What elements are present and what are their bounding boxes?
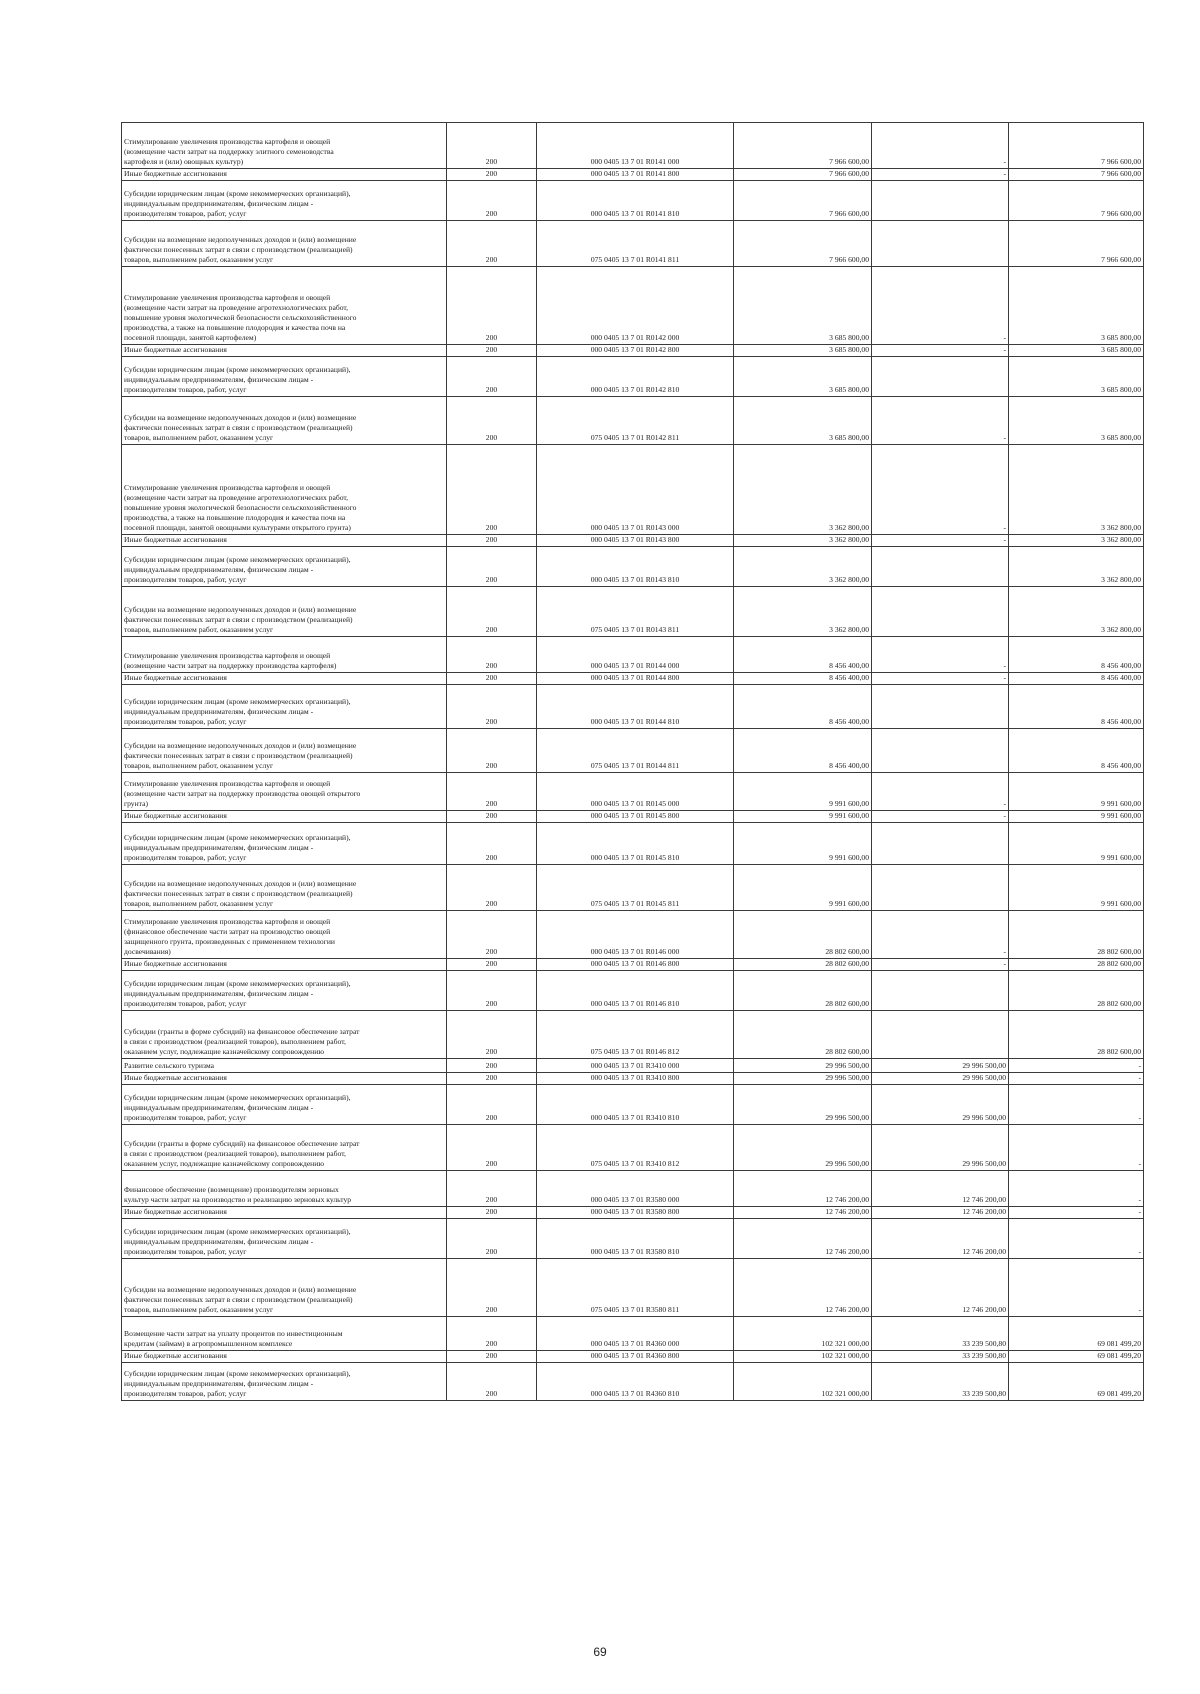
cell-total: 28 802 600,00 — [1009, 971, 1144, 1011]
budget-table-sheet — [121, 122, 1143, 1401]
cell-classification-code: 000 0405 13 7 01 R3410 000 — [537, 1059, 734, 1073]
cell-amount: 102 321 000,00 — [734, 1317, 872, 1351]
cell-dash: - — [1003, 799, 1006, 808]
cell-amount: 29 996 500,00 — [734, 1085, 872, 1125]
cell-amount-executed: 12 746 200,00 — [872, 1171, 1009, 1207]
cell-amount: 8 456 400,00 — [734, 637, 872, 673]
cell-amount-executed — [872, 811, 1009, 823]
cell-classification-code: 000 0405 13 7 01 R0143 800 — [537, 535, 734, 547]
cell-amount: 29 996 500,00 — [734, 1059, 872, 1073]
cell-name: Субсидии на возмещение недополученных доходов и (или) возмещение фактически понесенных затрат в связи с производством (реализацией) товаров, выполнением работ, оказанием услуг — [122, 729, 447, 773]
cell-classification-code: 000 0405 13 7 01 R0144 000 — [537, 637, 734, 673]
table-row — [122, 1363, 1144, 1401]
cell-admin-code: 200 — [447, 673, 537, 685]
cell-admin-code: 200 — [447, 1085, 537, 1125]
table-row — [122, 267, 1144, 345]
cell-total: 9 991 600,00 — [1009, 773, 1144, 811]
table-row — [122, 673, 1144, 685]
cell-total: 9 991 600,00 — [1009, 811, 1144, 823]
cell-name: Стимулирование увеличения производства картофеля и овощей (возмещение части затрат на проведение агротехнологических работ, повышение уровня экологической безопасности сельскохозяйственного производства, а также на повышение плодородия и качества почв на посевной площади, занятой овощными культурами открытого грунта) — [122, 445, 447, 535]
cell-total: 7 966 600,00 — [1009, 181, 1144, 221]
cell-dash: - — [1003, 345, 1006, 354]
cell-amount: 28 802 600,00 — [734, 911, 872, 959]
cell-admin-code: 200 — [447, 811, 537, 823]
cell-name: Иные бюджетные ассигнования — [122, 1207, 447, 1219]
cell-name: Субсидии юридическим лицам (кроме некоммерческих организаций), индивидуальным предпринимателям, физическим лицам - производителям товаров, работ, услуг — [122, 357, 447, 397]
cell-classification-code: 000 0405 13 7 01 R3410 800 — [537, 1073, 734, 1085]
cell-admin-code: 200 — [447, 587, 537, 637]
cell-amount: 102 321 000,00 — [734, 1351, 872, 1363]
cell-amount: 3 685 800,00 — [734, 397, 872, 445]
table-row — [122, 397, 1144, 445]
cell-amount-executed — [872, 397, 1009, 445]
cell-name: Субсидии юридическим лицам (кроме некоммерческих организаций), индивидуальным предпринимателям, физическим лицам - производителям товаров, работ, услуг — [122, 823, 447, 865]
table-row — [122, 445, 1144, 535]
cell-amount: 28 802 600,00 — [734, 959, 872, 971]
cell-classification-code: 075 0405 13 7 01 R0146 812 — [537, 1011, 734, 1059]
cell-name: Стимулирование увеличения производства картофеля и овощей (возмещение части затрат на проведение агротехнологических работ, повышение уровня экологической безопасности сельскохозяйственного производства, а также на повышение плодородия и качества почв на посевной площади, занятой картофелем) — [122, 267, 447, 345]
cell-classification-code: 075 0405 13 7 01 R0141 811 — [537, 221, 734, 267]
cell-name: Иные бюджетные ассигнования — [122, 1073, 447, 1085]
cell-amount: 9 991 600,00 — [734, 811, 872, 823]
cell-classification-code: 000 0405 13 7 01 R0141 000 — [537, 123, 734, 169]
cell-classification-code: 000 0405 13 7 01 R0145 800 — [537, 811, 734, 823]
cell-total: 3 685 800,00 — [1009, 267, 1144, 345]
cell-amount: 12 746 200,00 — [734, 1207, 872, 1219]
cell-amount: 28 802 600,00 — [734, 1011, 872, 1059]
cell-amount: 9 991 600,00 — [734, 823, 872, 865]
cell-name: Субсидии на возмещение недополученных доходов и (или) возмещение фактически понесенных затрат в связи с производством (реализацией) товаров, выполнением работ, оказанием услуг — [122, 1259, 447, 1317]
cell-amount-executed: 33 239 500,80 — [872, 1317, 1009, 1351]
cell-amount: 8 456 400,00 — [734, 729, 872, 773]
cell-admin-code: 200 — [447, 397, 537, 445]
table-row — [122, 823, 1144, 865]
cell-amount-executed — [872, 673, 1009, 685]
cell-admin-code: 200 — [447, 547, 537, 587]
cell-admin-code: 200 — [447, 181, 537, 221]
cell-total: 3 362 800,00 — [1009, 535, 1144, 547]
cell-amount-executed — [872, 267, 1009, 345]
cell-admin-code: 200 — [447, 637, 537, 673]
cell-admin-code: 200 — [447, 823, 537, 865]
cell-classification-code: 000 0405 13 7 01 R4360 810 — [537, 1363, 734, 1401]
cell-amount: 12 746 200,00 — [734, 1259, 872, 1317]
cell-total: 7 966 600,00 — [1009, 169, 1144, 181]
cell-dash: - — [1003, 157, 1006, 166]
cell-admin-code: 200 — [447, 535, 537, 547]
cell-name: Субсидии на возмещение недополученных доходов и (или) возмещение фактически понесенных затрат в связи с производством (реализацией) товаров, выполнением работ, оказанием услуг — [122, 865, 447, 911]
cell-admin-code: 200 — [447, 1171, 537, 1207]
cell-name: Стимулирование увеличения производства картофеля и овощей (возмещение части затрат на поддержку производства овощей открытого грунта) — [122, 773, 447, 811]
cell-classification-code: 000 0405 13 7 01 R0145 810 — [537, 823, 734, 865]
cell-amount-executed: 12 746 200,00 — [872, 1219, 1009, 1259]
cell-amount-executed — [872, 773, 1009, 811]
cell-classification-code: 000 0405 13 7 01 R0143 000 — [537, 445, 734, 535]
cell-name: Иные бюджетные ассигнования — [122, 673, 447, 685]
cell-amount-executed — [872, 1011, 1009, 1059]
cell-amount-executed: 12 746 200,00 — [872, 1207, 1009, 1219]
cell-amount: 102 321 000,00 — [734, 1363, 872, 1401]
cell-admin-code: 200 — [447, 1059, 537, 1073]
cell-classification-code: 000 0405 13 7 01 R0145 000 — [537, 773, 734, 811]
cell-admin-code: 200 — [447, 1207, 537, 1219]
cell-dash: - — [1003, 947, 1006, 956]
cell-amount-executed — [872, 587, 1009, 637]
table-row — [122, 773, 1144, 811]
table-row — [122, 685, 1144, 729]
cell-total: - — [1009, 1171, 1144, 1207]
cell-dash: - — [1003, 433, 1006, 442]
cell-amount: 7 966 600,00 — [734, 221, 872, 267]
cell-amount-executed — [872, 535, 1009, 547]
table-row — [122, 547, 1144, 587]
cell-name: Иные бюджетные ассигнования — [122, 959, 447, 971]
cell-amount-executed — [872, 729, 1009, 773]
cell-total: 3 685 800,00 — [1009, 397, 1144, 445]
cell-amount: 9 991 600,00 — [734, 773, 872, 811]
cell-classification-code: 000 0405 13 7 01 R4360 800 — [537, 1351, 734, 1363]
cell-name: Субсидии юридическим лицам (кроме некоммерческих организаций), индивидуальным предпринимателям, физическим лицам - производителям товаров, работ, услуг — [122, 685, 447, 729]
cell-admin-code: 200 — [447, 1259, 537, 1317]
cell-name: Субсидии (гранты в форме субсидий) на финансовое обеспечение затрат в связи с производством (реализацией товаров), выполнением работ, оказанием услуг, подлежащие казначейскому сопровождению — [122, 1125, 447, 1171]
cell-classification-code: 075 0405 13 7 01 R3580 811 — [537, 1259, 734, 1317]
cell-amount: 12 746 200,00 — [734, 1171, 872, 1207]
cell-amount: 28 802 600,00 — [734, 971, 872, 1011]
budget-table-body — [122, 123, 1144, 1401]
cell-name: Развитие сельского туризма — [122, 1059, 447, 1073]
cell-amount-executed — [872, 971, 1009, 1011]
cell-amount-executed: 33 239 500,80 — [872, 1351, 1009, 1363]
cell-amount: 3 362 800,00 — [734, 547, 872, 587]
cell-classification-code: 000 0405 13 7 01 R3410 810 — [537, 1085, 734, 1125]
cell-name: Субсидии юридическим лицам (кроме некоммерческих организаций), индивидуальным предпринимателям, физическим лицам - производителям товаров, работ, услуг — [122, 1085, 447, 1125]
cell-classification-code: 075 0405 13 7 01 R3410 812 — [537, 1125, 734, 1171]
cell-amount: 9 991 600,00 — [734, 865, 872, 911]
cell-admin-code: 200 — [447, 1363, 537, 1401]
cell-classification-code: 000 0405 13 7 01 R0142 000 — [537, 267, 734, 345]
cell-name: Субсидии на возмещение недополученных доходов и (или) возмещение фактически понесенных затрат в связи с производством (реализацией) товаров, выполнением работ, оказанием услуг — [122, 221, 447, 267]
cell-total: 3 685 800,00 — [1009, 345, 1144, 357]
cell-classification-code: 000 0405 13 7 01 R0146 810 — [537, 971, 734, 1011]
cell-admin-code: 200 — [447, 729, 537, 773]
cell-amount-executed — [872, 865, 1009, 911]
cell-amount-executed — [872, 911, 1009, 959]
cell-total: - — [1009, 1073, 1144, 1085]
cell-amount: 7 966 600,00 — [734, 123, 872, 169]
cell-classification-code: 000 0405 13 7 01 R0146 800 — [537, 959, 734, 971]
cell-name: Стимулирование увеличения производства картофеля и овощей (возмещение части затрат на поддержку элитного семеноводства картофеля и (или) овощных культур) — [122, 123, 447, 169]
cell-classification-code: 000 0405 13 7 01 R0146 000 — [537, 911, 734, 959]
cell-amount: 8 456 400,00 — [734, 673, 872, 685]
page-number: 69 — [593, 1645, 607, 1659]
cell-total: - — [1009, 1207, 1144, 1219]
cell-amount-executed — [872, 181, 1009, 221]
table-row — [122, 637, 1144, 673]
cell-amount-executed: 33 239 500,80 — [872, 1363, 1009, 1401]
cell-dash: - — [1003, 333, 1006, 342]
cell-name: Стимулирование увеличения производства картофеля и овощей (финансовое обеспечение части затрат на производство овощей защищенного грунта, произведенных с применением технологии досвечивания) — [122, 911, 447, 959]
cell-amount: 3 362 800,00 — [734, 535, 872, 547]
cell-admin-code: 200 — [447, 1351, 537, 1363]
cell-admin-code: 200 — [447, 221, 537, 267]
cell-amount-executed — [872, 221, 1009, 267]
cell-amount-executed — [872, 357, 1009, 397]
table-row — [122, 1171, 1144, 1207]
cell-total: 69 081 499,20 — [1009, 1317, 1144, 1351]
table-row — [122, 357, 1144, 397]
cell-amount-executed — [872, 169, 1009, 181]
cell-amount-executed — [872, 345, 1009, 357]
cell-amount: 29 996 500,00 — [734, 1073, 872, 1085]
cell-admin-code: 200 — [447, 445, 537, 535]
cell-total: 3 685 800,00 — [1009, 357, 1144, 397]
cell-total: 3 362 800,00 — [1009, 547, 1144, 587]
cell-name: Иные бюджетные ассигнования — [122, 345, 447, 357]
cell-total: 7 966 600,00 — [1009, 123, 1144, 169]
table-row — [122, 181, 1144, 221]
table-row — [122, 123, 1144, 169]
cell-classification-code: 000 0405 13 7 01 R0143 810 — [537, 547, 734, 587]
cell-amount-executed: 29 996 500,00 — [872, 1059, 1009, 1073]
table-row — [122, 1011, 1144, 1059]
table-row — [122, 345, 1144, 357]
cell-name: Финансовое обеспечение (возмещение) производителям зерновых культур части затрат на производство и реализацию зерновых культур — [122, 1171, 447, 1207]
table-row — [122, 1073, 1144, 1085]
cell-total: 69 081 499,20 — [1009, 1363, 1144, 1401]
cell-admin-code: 200 — [447, 685, 537, 729]
table-row — [122, 1219, 1144, 1259]
table-row — [122, 1207, 1144, 1219]
table-row — [122, 865, 1144, 911]
cell-name: Возмещение части затрат на уплату процентов по инвестиционным кредитам (займам) в агропромышленном комплексе — [122, 1317, 447, 1351]
cell-classification-code: 075 0405 13 7 01 R0144 811 — [537, 729, 734, 773]
cell-admin-code: 200 — [447, 1317, 537, 1351]
cell-classification-code: 000 0405 13 7 01 R0142 810 — [537, 357, 734, 397]
cell-amount: 12 746 200,00 — [734, 1219, 872, 1259]
cell-name: Субсидии юридическим лицам (кроме некоммерческих организаций), индивидуальным предпринимателям, физическим лицам - производителям товаров, работ, услуг — [122, 1363, 447, 1401]
cell-name: Стимулирование увеличения производства картофеля и овощей (возмещение части затрат на поддержку производства картофеля) — [122, 637, 447, 673]
cell-amount-executed: 29 996 500,00 — [872, 1073, 1009, 1085]
cell-dash: - — [1003, 673, 1006, 682]
cell-dash: - — [1003, 661, 1006, 670]
table-row — [122, 1085, 1144, 1125]
cell-total: 28 802 600,00 — [1009, 959, 1144, 971]
cell-name: Субсидии юридическим лицам (кроме некоммерческих организаций), индивидуальным предпринимателям, физическим лицам - производителям товаров, работ, услуг — [122, 971, 447, 1011]
cell-admin-code: 200 — [447, 357, 537, 397]
cell-total: - — [1009, 1125, 1144, 1171]
cell-amount-executed — [872, 959, 1009, 971]
cell-amount: 3 685 800,00 — [734, 357, 872, 397]
cell-name: Субсидии на возмещение недополученных доходов и (или) возмещение фактически понесенных затрат в связи с производством (реализацией) товаров, выполнением работ, оказанием услуг — [122, 397, 447, 445]
table-row — [122, 729, 1144, 773]
cell-admin-code: 200 — [447, 911, 537, 959]
cell-amount: 3 685 800,00 — [734, 267, 872, 345]
table-row — [122, 587, 1144, 637]
cell-amount-executed — [872, 685, 1009, 729]
cell-amount: 3 362 800,00 — [734, 445, 872, 535]
cell-admin-code: 200 — [447, 1073, 537, 1085]
cell-amount: 7 966 600,00 — [734, 169, 872, 181]
cell-dash: - — [1003, 811, 1006, 820]
cell-dash: - — [1003, 959, 1006, 968]
cell-amount-executed — [872, 445, 1009, 535]
cell-amount-executed: 12 746 200,00 — [872, 1259, 1009, 1317]
cell-admin-code: 200 — [447, 123, 537, 169]
cell-name: Субсидии (гранты в форме субсидий) на финансовое обеспечение затрат в связи с производством (реализацией товаров), выполнением работ, оказанием услуг, подлежащие казначейскому сопровождению — [122, 1011, 447, 1059]
table-row — [122, 1351, 1144, 1363]
table-row — [122, 1259, 1144, 1317]
cell-total: 3 362 800,00 — [1009, 587, 1144, 637]
cell-total: 9 991 600,00 — [1009, 823, 1144, 865]
cell-total: 8 456 400,00 — [1009, 685, 1144, 729]
cell-classification-code: 000 0405 13 7 01 R3580 800 — [537, 1207, 734, 1219]
cell-name: Иные бюджетные ассигнования — [122, 535, 447, 547]
cell-total: - — [1009, 1085, 1144, 1125]
cell-admin-code: 200 — [447, 1219, 537, 1259]
cell-amount-executed: 29 996 500,00 — [872, 1125, 1009, 1171]
cell-amount: 3 685 800,00 — [734, 345, 872, 357]
cell-total: - — [1009, 1219, 1144, 1259]
cell-total: 7 966 600,00 — [1009, 221, 1144, 267]
cell-total: - — [1009, 1059, 1144, 1073]
cell-dash: - — [1003, 169, 1006, 178]
cell-name: Субсидии юридическим лицам (кроме некоммерческих организаций), индивидуальным предпринимателям, физическим лицам - производителям товаров, работ, услуг — [122, 1219, 447, 1259]
cell-classification-code: 075 0405 13 7 01 R0143 811 — [537, 587, 734, 637]
cell-admin-code: 200 — [447, 267, 537, 345]
cell-amount: 29 996 500,00 — [734, 1125, 872, 1171]
cell-total: 8 456 400,00 — [1009, 673, 1144, 685]
cell-total: 9 991 600,00 — [1009, 865, 1144, 911]
table-row — [122, 535, 1144, 547]
table-row — [122, 1125, 1144, 1171]
cell-total: 28 802 600,00 — [1009, 1011, 1144, 1059]
cell-amount-executed — [872, 637, 1009, 673]
table-row — [122, 221, 1144, 267]
cell-classification-code: 000 0405 13 7 01 R0141 800 — [537, 169, 734, 181]
cell-admin-code: 200 — [447, 1125, 537, 1171]
table-row — [122, 811, 1144, 823]
cell-classification-code: 000 0405 13 7 01 R3580 000 — [537, 1171, 734, 1207]
cell-name: Субсидии юридическим лицам (кроме некоммерческих организаций), индивидуальным предпринимателям, физическим лицам - производителям товаров, работ, услуг — [122, 181, 447, 221]
cell-amount: 7 966 600,00 — [734, 181, 872, 221]
cell-admin-code: 200 — [447, 959, 537, 971]
cell-amount: 8 456 400,00 — [734, 685, 872, 729]
cell-classification-code: 000 0405 13 7 01 R0142 800 — [537, 345, 734, 357]
cell-classification-code: 000 0405 13 7 01 R4360 000 — [537, 1317, 734, 1351]
table-row — [122, 971, 1144, 1011]
cell-classification-code: 000 0405 13 7 01 R0141 810 — [537, 181, 734, 221]
cell-name: Субсидии на возмещение недополученных доходов и (или) возмещение фактически понесенных затрат в связи с производством (реализацией) товаров, выполнением работ, оказанием услуг — [122, 587, 447, 637]
cell-amount-executed: 29 996 500,00 — [872, 1085, 1009, 1125]
cell-classification-code: 000 0405 13 7 01 R0144 800 — [537, 673, 734, 685]
cell-amount: 3 362 800,00 — [734, 587, 872, 637]
cell-amount-executed — [872, 823, 1009, 865]
cell-total: 69 081 499,20 — [1009, 1351, 1144, 1363]
cell-name: Иные бюджетные ассигнования — [122, 169, 447, 181]
table-row — [122, 911, 1144, 959]
cell-name: Иные бюджетные ассигнования — [122, 811, 447, 823]
cell-dash: - — [1003, 535, 1006, 544]
cell-admin-code: 200 — [447, 1011, 537, 1059]
cell-total: 28 802 600,00 — [1009, 911, 1144, 959]
cell-name: Иные бюджетные ассигнования — [122, 1351, 447, 1363]
cell-classification-code: 075 0405 13 7 01 R0145 811 — [537, 865, 734, 911]
cell-classification-code: 000 0405 13 7 01 R0144 810 — [537, 685, 734, 729]
cell-classification-code: 075 0405 13 7 01 R0142 811 — [537, 397, 734, 445]
table-row — [122, 169, 1144, 181]
cell-classification-code: 000 0405 13 7 01 R3580 810 — [537, 1219, 734, 1259]
cell-name: Субсидии юридическим лицам (кроме некоммерческих организаций), индивидуальным предпринимателям, физическим лицам - производителям товаров, работ, услуг — [122, 547, 447, 587]
cell-amount-executed — [872, 123, 1009, 169]
cell-total: - — [1009, 1259, 1144, 1317]
table-row — [122, 1059, 1144, 1073]
cell-admin-code: 200 — [447, 169, 537, 181]
cell-admin-code: 200 — [447, 971, 537, 1011]
cell-admin-code: 200 — [447, 865, 537, 911]
cell-admin-code: 200 — [447, 773, 537, 811]
cell-admin-code: 200 — [447, 345, 537, 357]
cell-amount-executed — [872, 547, 1009, 587]
cell-total: 8 456 400,00 — [1009, 637, 1144, 673]
cell-total: 8 456 400,00 — [1009, 729, 1144, 773]
cell-total: 3 362 800,00 — [1009, 445, 1144, 535]
cell-dash: - — [1003, 523, 1006, 532]
budget-table — [121, 122, 1144, 1401]
table-row — [122, 1317, 1144, 1351]
table-row — [122, 959, 1144, 971]
